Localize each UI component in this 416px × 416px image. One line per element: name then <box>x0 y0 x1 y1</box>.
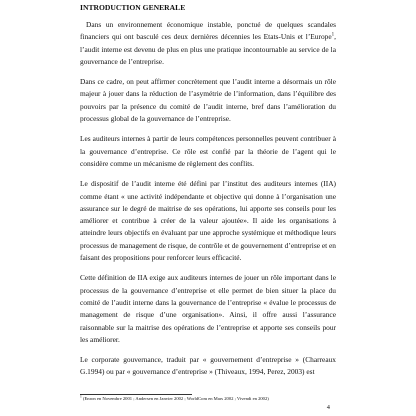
footnote <box>80 396 340 402</box>
paragraph-2: Dans ce cadre, on peut affirmer concrètement que l’audit interne a désormais un rôle majeur à jouer dans la réduction de l’asymétrie de l’information, dans l’équilibre des pouvoirs par la présence du comité de l’audit interne, bref dans l’amélioration du processus global de la gouvernance de l’entreprise. <box>80 77 336 124</box>
footnote-reference[interactable]: 1 <box>331 32 335 38</box>
paragraph-1 <box>80 19 336 68</box>
paragraph-5: Cette définition de IIA exige aux auditeurs internes de jouer un rôle important dans le processus de la gouvernance d’entreprise et elle permet de bien situer la place du comité de l’audit interne dans la gouvernance de l’entreprise « évalue le processus de management de risque d’une organisation». Ainsi, il offre aussi l’assurance raisonnable sur la maitrise des opérations de l’entreprise et apporte ses conseils pour les améliorer. <box>80 273 336 344</box>
paragraph-1-text-after: , l’audit interne est devenu de plus en plus une pratique incontournable au service de la gouvernance de l’entreprise. <box>80 32 336 66</box>
footnote-text: (Enron en Novembre 2001 ; Andersen en Janvier 2002 ; WorldCom en Mars 2002 ; Vivendi en 2002) <box>82 396 269 401</box>
footnote-number: 1 <box>80 394 82 399</box>
section-heading: INTRODUCTION GENERALE <box>80 3 186 12</box>
paragraph-3: Les auditeurs internes à partir de leurs compétences personnelles peuvent contribuer à la gouvernance d’entreprise. Ce rôle est confié par la théorie de l’agent qui le considère comme un mécanisme de règlement des conflits. <box>80 134 336 168</box>
paragraph-4: Le dispositif de l’audit interne été défini par l’institut des auditeurs internes (IIA) comme étant « une activité indépendante et objective qui donne à l’organisation une assurance sur le degré de maitrise de ses opérations, lui apporte ses conseils pour les améliorer et contribue à créer de la valeur ajoutée». Il aide les organisations à atteindre leurs objectifs en évaluant par une approche systémique et méthodique leurs processus de management de risque, de contrôle et de gouvernement d’entreprise et en faisant des propositions pour renforcer leurs efficacité. <box>80 179 336 263</box>
page-number: 4 <box>326 404 330 411</box>
paragraph-6: Le corporate gouvernance, traduit par « gouvernement d’entreprise » (Charreaux G.1994) ou par « gouvernance d’entreprise » (Thiveaux, 1994, Perez, 2003) est <box>80 355 336 377</box>
footnote-divider <box>80 394 192 395</box>
paragraph-1-text: Dans un environnement économique instable, ponctué de quelques scandales financiers qui ont basculé ces deux dernières décennies les Etats-Unis et l’Europe <box>80 20 336 42</box>
